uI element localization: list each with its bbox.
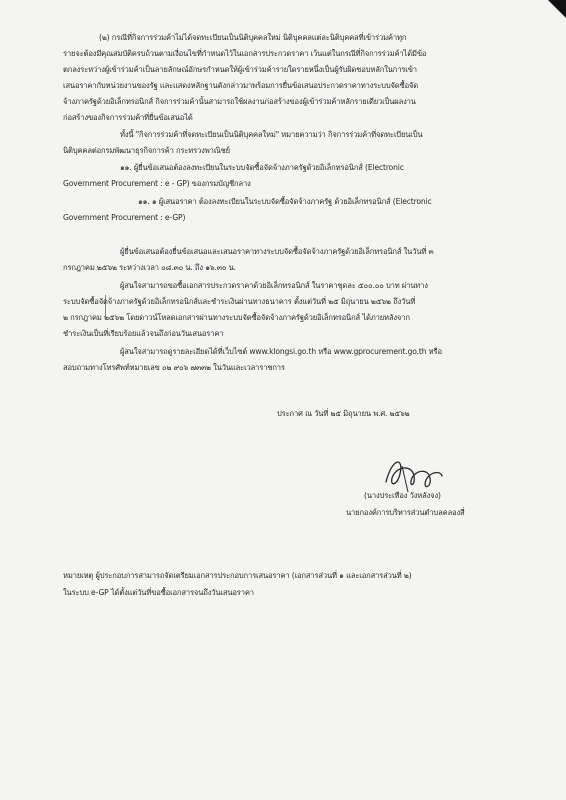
paragraph-line: ระบบจัดซื้อจัดจ้างภาครัฐด้วยอิเล็กทรอนิกส์และชำระเงินผ่านทางธนาคาร ตั้งแต่วันที่ ๒๕ มิถุนายน ๒๕๖๒ ถึงวันที่	[63, 297, 416, 306]
paragraph-line: สอบถามทางโทรศัพท์หมายเลข ๐๒ ๙๐๖ ๗๓๓๒ ในวันและเวลาราชการ	[63, 363, 285, 372]
signature-image	[378, 452, 448, 496]
subsection-line: ๑๑. ๑ ผู้เสนอราคา ต้องลงทะเบียนในระบบจัดซื้อจัดจ้างภาครัฐ ด้วยอิเล็กทรอนิกส์ (Electronic	[138, 197, 432, 206]
paragraph-line: นิติบุคคลต่อกรมพัฒนาธุรกิจการค้า กระทรวงพาณิชย์	[63, 146, 230, 155]
paragraph-line: ๒ กรกฎาคม ๒๕๖๒ โดยดาวน์โหลดเอกสารผ่านทางระบบจัดซื้อจัดจ้างภาครัฐด้วยอิเล็กทรอนิกส์ ได้ภายหลังจาก	[63, 313, 410, 322]
paragraph-line: เสนอราคากับหน่วยงานของรัฐ และแสดงหลักฐานดังกล่าวมาพร้อมการยื่นข้อเสนอประกวดราคาทางระบบจัดซื้อจัด	[63, 81, 419, 90]
paragraph-line: จ้างภาครัฐด้วยอิเล็กทรอนิกส์ กิจการร่วมค้านั้นสามารถใช้ผลงานก่อสร้างของผู้เข้าร่วมค้าหลักรายเดียวเป็นผลงาน	[63, 97, 416, 106]
subsection-line: Government Procurement : e-GP)	[63, 213, 186, 222]
paragraph-line: ผู้ยื่นข้อเสนอต้องยื่นข้อเสนอและเสนอราคาทางระบบจัดซื้อจัดจ้างภาครัฐด้วยอิเล็กทรอนิกส์ ในวันที่ ๓	[120, 247, 434, 256]
paragraph-line: ตกลงระหว่างผู้เข้าร่วมค้าเป็นลายลักษณ์อักษรกำหนดให้ผู้เข้าร่วมค้ารายใดรายหนึ่งเป็นผู้รับผิดชอบหลักในการเข้า	[63, 65, 417, 74]
paragraph-line: ทั้งนี้ "กิจการร่วมค้าที่จดทะเบียนเป็นนิติบุคคลใหม่" หมายความว่า กิจการร่วมค้าที่จดทะเบียนเป็น	[120, 130, 423, 139]
paragraph-line: ผู้สนใจสามารถขอซื้อเอกสารประกวดราคาด้วยอิเล็กทรอนิกส์ ในราคาชุดละ ๕๐๐.๐๐ บาท ผ่านทาง	[120, 281, 428, 290]
paragraph-line: ชำระเงินเป็นที่เรียบร้อยแล้วจนถึงก่อนวันเสนอราคา	[63, 329, 224, 338]
scan-corner-mark	[548, 0, 566, 18]
signer-name: (นางประเทือง วังหลังจง)	[364, 491, 441, 500]
paragraph-line: รายจะต้องมีคุณสมบัติครบถ้วนตามเงื่อนไขที่กำหนดไว้ในเอกสารประกวดราคา เว้นแต่ในกรณีที่กิจการร่วมค้าได้มีข้อ	[63, 49, 427, 58]
section-heading-line: Government Procurement : e - GP) ของกรมบัญชีกลาง	[63, 179, 251, 188]
section-heading-line: ๑๑. ผู้ยื่นข้อเสนอต้องลงทะเบียนในระบบจัดซื้อจัดจ้างภาครัฐด้วยอิเล็กทรอนิกส์ (Electronic	[120, 163, 404, 172]
announcement-date: ประกาศ ณ วันที่ ๒๕ มิถุนายน พ.ศ. ๒๕๖๒	[277, 409, 410, 418]
signer-title: นายกองค์การบริหารส่วนตำบลคลองสี่	[346, 508, 465, 517]
paragraph-line: ผู้สนใจสามารถดูรายละเอียดได้ที่เว็บไซต์ www.klongsi.go.th หรือ www.gprocurement.go.th หรือ	[120, 347, 442, 356]
note-line: หมายเหตุ ผู้ประกอบการสามารถจัดเตรียมเอกสารประกอบการเสนอราคา (เอกสารส่วนที่ ๑ และเอกสารส่วนที่ ๒)	[63, 571, 412, 580]
note-line: ในระบบ e-GP ได้ตั้งแต่วันที่ขอซื้อเอกสารจนถึงวันเสนอราคา	[63, 588, 254, 597]
paragraph-line: กรกฎาคม ๒๕๖๒ ระหว่างเวลา ๐๘.๓๐ น. ถึง ๑๖.๓๐ น.	[63, 263, 236, 272]
paragraph-line: (๒) กรณีที่กิจการร่วมค้าไม่ได้จดทะเบียนเป็นนิติบุคคลใหม่ นิติบุคคลแต่ละนิติบุคคลที่เข้าร่วมค้าทุก	[99, 33, 407, 42]
paragraph-line: ก่อสร้างของกิจการร่วมค้าที่ยื่นข้อเสนอได้	[63, 113, 193, 122]
